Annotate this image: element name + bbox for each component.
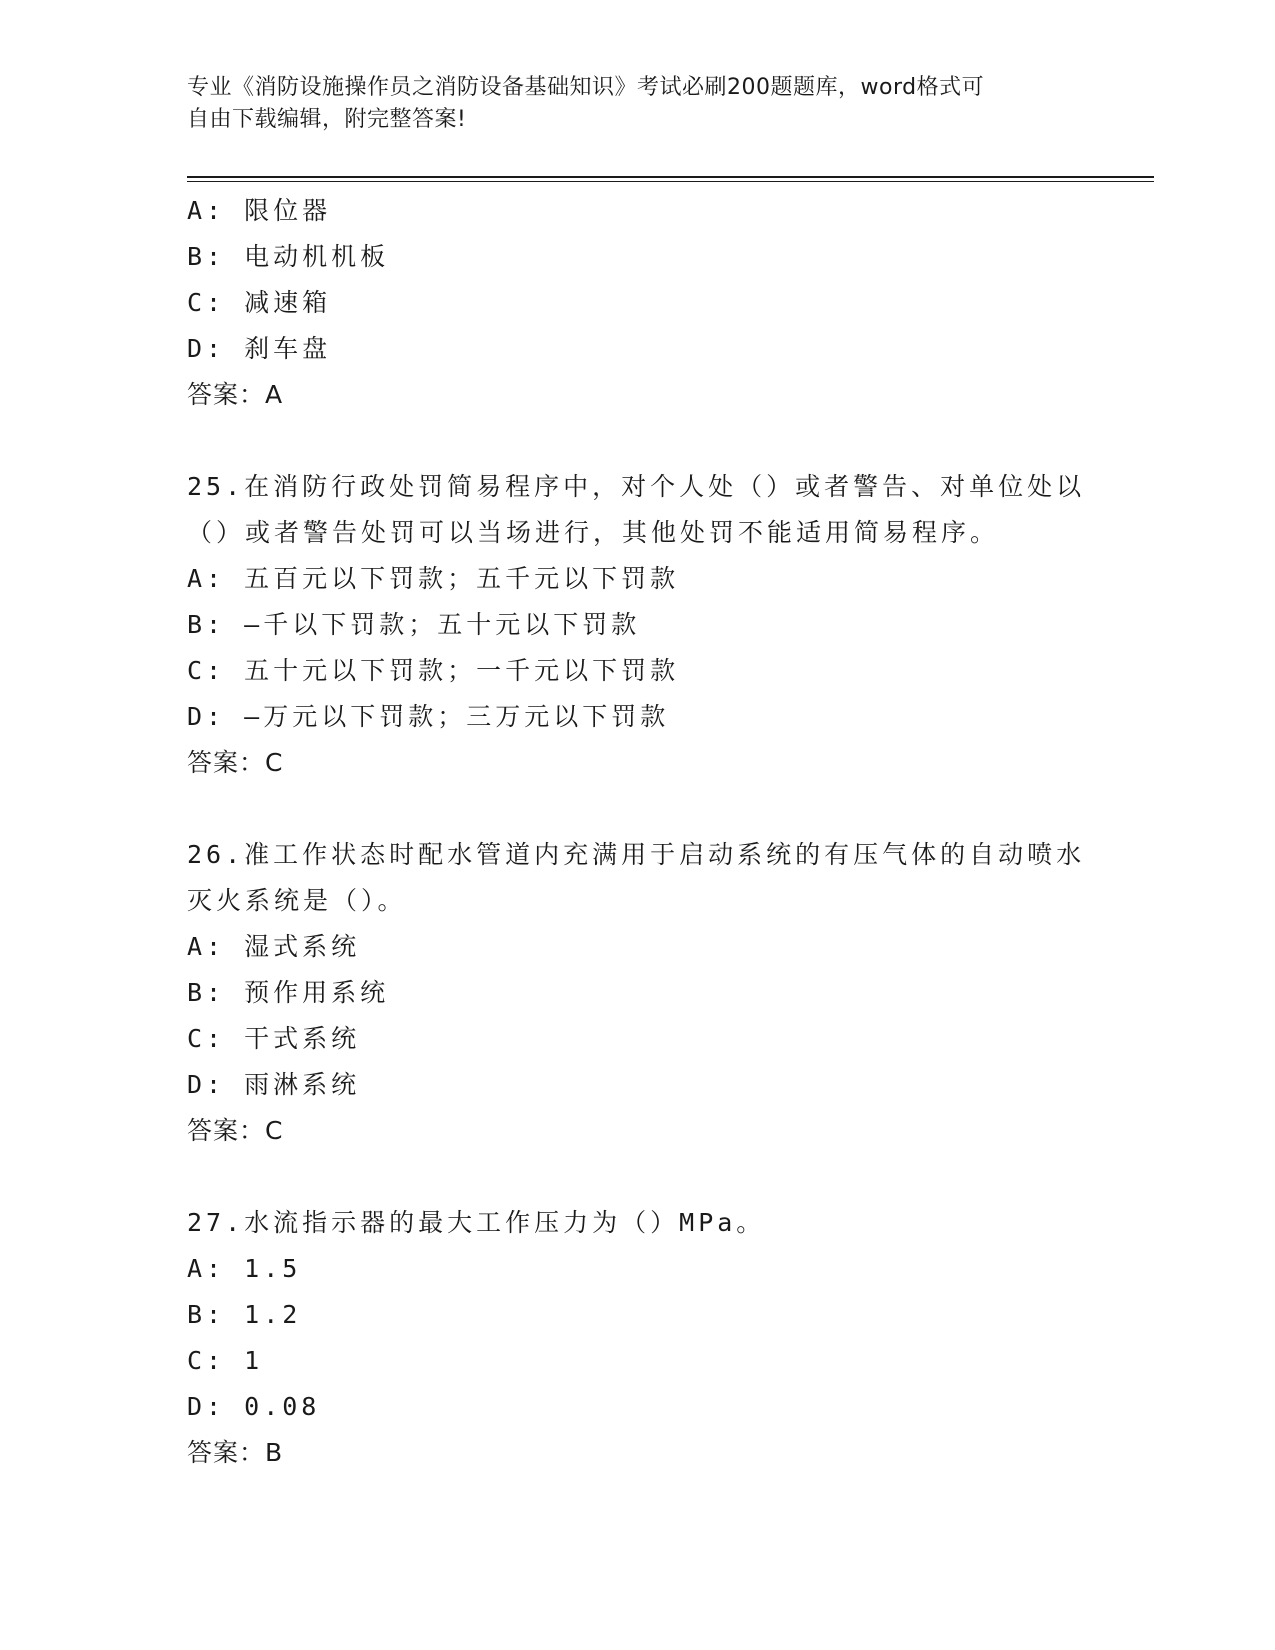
question-stem-line-2: 灭火系统是（）。: [187, 886, 407, 915]
answer-line: 答案：C: [187, 1116, 284, 1145]
question-block-27: [187, 1200, 1087, 1476]
question-stem-line-1: 27.水流指示器的最大工作压力为（）MPa。: [187, 1208, 766, 1237]
spacer: [187, 786, 1087, 832]
option-a: A: 湿式系统: [187, 932, 361, 961]
option-b: B: 1.2: [187, 1300, 302, 1329]
spacer: [187, 418, 1087, 464]
option-d: D: 0.08: [187, 1392, 321, 1421]
header-title-line-1: 专业《消防设施操作员之消防设备基础知识》考试必刷200题题库，word格式可: [187, 75, 985, 100]
option-b: B: 电动机机板: [187, 242, 390, 271]
question-block-25: [187, 464, 1087, 786]
option-b: B: —千以下罚款；五十元以下罚款: [187, 610, 641, 639]
question-block-prev: [187, 188, 1087, 418]
header-title-line-2: 自由下载编辑，附完整答案!: [187, 107, 467, 132]
option-d: D: 刹车盘: [187, 334, 332, 363]
option-a: A: 1.5: [187, 1254, 302, 1283]
header-divider-thin: [187, 181, 1154, 182]
option-c: C: 减速箱: [187, 288, 332, 317]
option-d: D: 雨淋系统: [187, 1070, 361, 1099]
spacer: [187, 1154, 1087, 1200]
option-c: C: 五十元以下罚款；一千元以下罚款: [187, 656, 680, 685]
question-list: [187, 188, 1087, 1476]
option-c: C: 干式系统: [187, 1024, 361, 1053]
answer-line: 答案：A: [187, 380, 284, 409]
answer-line: 答案：B: [187, 1438, 284, 1467]
option-c: C: 1: [187, 1346, 264, 1375]
option-a: A: 限位器: [187, 196, 332, 225]
question-stem-line-1: 25.在消防行政处罚简易程序中，对个人处（）或者警告、对单位处以: [187, 472, 1086, 501]
question-block-26: [187, 832, 1087, 1154]
option-d: D: —万元以下罚款；三万元以下罚款: [187, 702, 670, 731]
document-header: [187, 72, 1067, 136]
option-b: B: 预作用系统: [187, 978, 390, 1007]
question-stem-line-1: 26.准工作状态时配水管道内充满用于启动系统的有压气体的自动喷水: [187, 840, 1086, 869]
question-stem-line-2: （）或者警告处罚可以当场进行，其他处罚不能适用简易程序。: [187, 518, 1000, 547]
header-divider-thick: [187, 176, 1154, 178]
option-a: A: 五百元以下罚款；五千元以下罚款: [187, 564, 680, 593]
answer-line: 答案：C: [187, 748, 284, 777]
